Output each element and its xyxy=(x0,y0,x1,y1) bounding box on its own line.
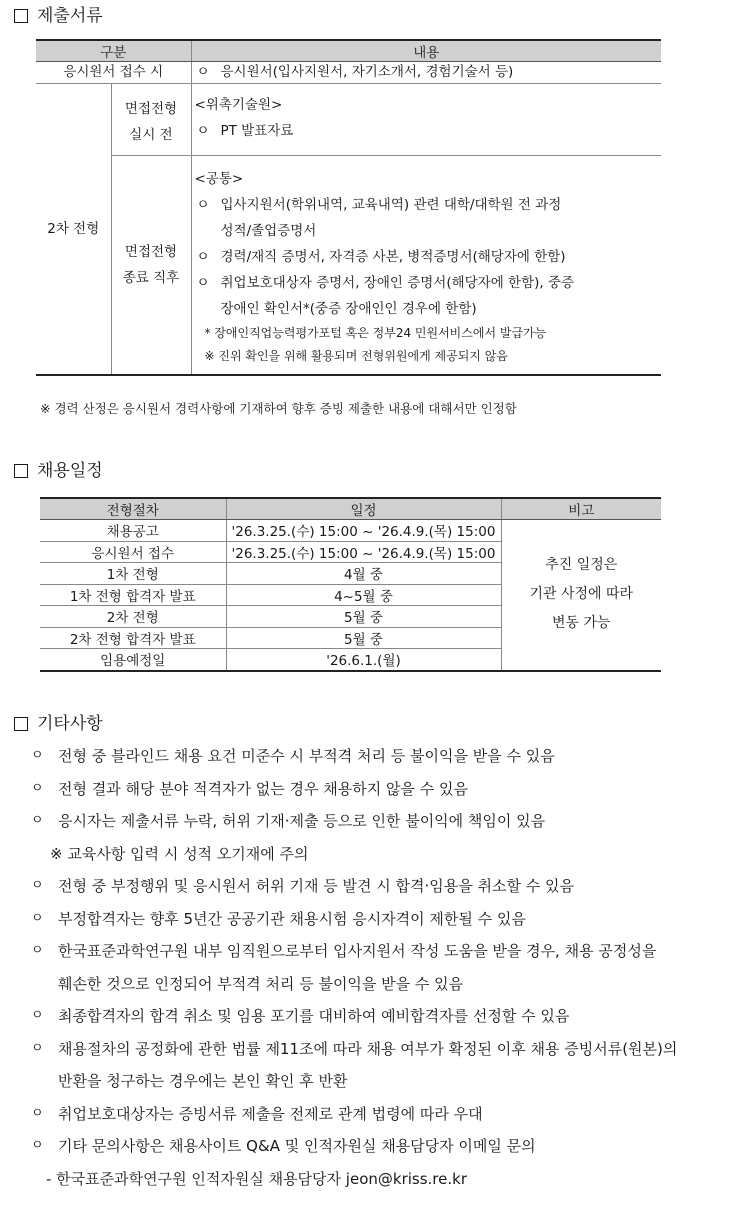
docs-post-item1-line2: 성적/졸업증명서 xyxy=(220,223,317,239)
etc-item-5: 부정합격자는 향후 5년간 공공기관 채용시험 응시자격이 제한될 수 있음 xyxy=(58,909,526,928)
etc-item-4: 전형 중 부정행위 및 응시원서 허위 기재 등 발견 시 합격·임용을 취소할 수 있음 xyxy=(58,877,574,895)
schedule-step: 채용공고 xyxy=(40,520,226,542)
etc-item-3: 응시자는 제출서류 누락, 허위 기재·제출 등으로 인한 불이익에 책임이 있음 xyxy=(58,812,546,830)
bullet: ㅇ xyxy=(31,878,44,893)
docs-post-label xyxy=(111,156,191,376)
etc-item-2: 전형 결과 해당 분야 적격자가 없는 경우 채용하지 않을 수 있음 xyxy=(58,779,468,798)
docs-pre-item: PT 발표자료 xyxy=(220,122,294,139)
docs-post-note2: ※ 진위 확인을 위해 활용되며 전형위원에게 제공되지 않음 xyxy=(204,349,508,363)
schedule-step: 1차 전형 xyxy=(40,563,226,585)
schedule-date: '26.3.25.(수) 15:00 ~ '26.4.9.(목) 15:00 xyxy=(226,541,501,563)
list-item xyxy=(28,773,740,806)
schedule-date: 4~5월 중 xyxy=(226,584,501,606)
bullet: ㅇ xyxy=(31,1008,44,1023)
schedule-header-date: 일정 xyxy=(226,498,501,520)
bullet: ㅇ xyxy=(31,813,44,828)
schedule-step: 1차 전형 합격자 발표 xyxy=(40,584,226,606)
checkbox-square-icon xyxy=(14,717,28,731)
docs-post-label-line2: 종료 직후 xyxy=(122,270,180,286)
etc-item-8-line1: 채용절차의 공정화에 관한 법률 제11조에 따라 채용 여부가 확정된 이후 채용 증빙서류(원본)의 xyxy=(58,1039,678,1058)
list-item xyxy=(28,805,740,838)
schedule-note-line3: 변동 가능 xyxy=(551,615,611,632)
checkbox-square-icon xyxy=(14,9,28,23)
table-row xyxy=(40,520,661,542)
docs-row1-content xyxy=(191,62,661,84)
docs-row1-text: 응시원서(입사지원서, 자기소개서, 경험기술서 등) xyxy=(220,64,514,80)
docs-pre-label-line2: 실시 전 xyxy=(129,126,173,143)
schedule-note-line2: 기관 사정에 따라 xyxy=(529,586,634,603)
docs-footnote: ※ 경력 산정은 응시원서 경력사항에 기재하여 향후 증빙 제출한 내용에 대해서만 인정함 xyxy=(40,401,517,416)
bullet: ㅇ xyxy=(31,1040,44,1056)
table-row xyxy=(36,62,661,84)
list-item xyxy=(28,1033,740,1098)
docs-post-content xyxy=(191,156,661,376)
schedule-date: 5월 중 xyxy=(226,606,501,628)
section-title-docs-text: 제출서류 xyxy=(37,6,103,26)
schedule-header-note: 비고 xyxy=(501,498,661,520)
etc-item-10: 기타 문의사항은 채용사이트 Q&A 및 인적자원실 채용담당자 이메일 문의 xyxy=(58,1137,536,1155)
bullet: ㅇ xyxy=(31,748,44,763)
etc-item-6-line2: 훼손한 것으로 인정되어 부적격 처리 등 불이익을 받을 수 있음 xyxy=(58,974,464,993)
docs-post-item3-line1: 취업보호대상자 증명서, 장애인 증명서(해당자에 한함), 중증 xyxy=(220,275,575,291)
etc-item-9: 취업보호대상자는 증빙서류 제출을 전제로 관계 법령에 따라 우대 xyxy=(58,1104,483,1123)
section-title-etc-text: 기타사항 xyxy=(37,714,103,734)
schedule-table xyxy=(40,497,661,672)
schedule-header-step: 전형절차 xyxy=(40,498,226,520)
schedule-date: '26.6.1.(월) xyxy=(226,649,501,671)
docs-post-label-line1: 면접전형 xyxy=(124,244,178,260)
schedule-step: 2차 전형 합격자 발표 xyxy=(40,627,226,649)
schedule-date: 5월 중 xyxy=(226,627,501,649)
bullet: ㅇ xyxy=(196,249,210,265)
section-title-etc xyxy=(14,713,103,735)
etc-item-8-line2: 반환을 청구하는 경우에는 본인 확인 후 반환 xyxy=(58,1072,348,1090)
docs-post-item1-line1: 입사지원서(학위내역, 교육내역) 관련 대학/대학원 전 과정 xyxy=(220,197,562,213)
table-row xyxy=(36,84,661,156)
docs-pre-group: <위촉기술원> xyxy=(194,96,283,113)
list-item xyxy=(195,270,662,322)
schedule-note-line1: 추진 일정은 xyxy=(545,557,618,574)
etc-item-1: 전형 중 블라인드 채용 요건 미준수 시 부적격 처리 등 불이익을 받을 수 있음 xyxy=(58,747,555,765)
bullet: ㅇ xyxy=(196,64,210,80)
docs-pre-label-line1: 면접전형 xyxy=(124,100,178,117)
schedule-note xyxy=(501,520,661,671)
docs-header-content: 내용 xyxy=(191,40,661,62)
docs-table xyxy=(36,39,661,376)
section-title-docs xyxy=(14,5,103,27)
list-item xyxy=(28,935,740,1000)
bullet: ㅇ xyxy=(31,943,44,958)
section-title-schedule-text: 채용일정 xyxy=(37,461,103,481)
etc-item-6-line1: 한국표준과학연구원 내부 임직원으로부터 입사지원서 작성 도움을 받을 경우, 채용 공정성을 xyxy=(58,942,657,960)
bullet: ㅇ xyxy=(31,780,44,796)
checkbox-square-icon xyxy=(14,464,28,478)
list-item xyxy=(195,244,662,270)
list-item xyxy=(28,1000,740,1033)
schedule-step: 응시원서 접수 xyxy=(40,541,226,563)
docs-post-group: <공통> xyxy=(194,171,244,187)
list-item xyxy=(28,903,740,936)
docs-row1-label: 응시원서 접수 시 xyxy=(36,62,191,84)
bullet: ㅇ xyxy=(31,1138,44,1153)
list-item xyxy=(28,1130,740,1163)
bullet: ㅇ xyxy=(31,1105,44,1121)
schedule-date: '26.3.25.(수) 15:00 ~ '26.4.9.(목) 15:00 xyxy=(226,520,501,542)
docs-post-item2-line1: 경력/재직 증명서, 자격증 사본, 병적증명서(해당자에 한함) xyxy=(220,249,566,265)
bullet: ㅇ xyxy=(196,197,210,213)
bullet: ㅇ xyxy=(31,910,44,926)
schedule-table-header xyxy=(40,498,661,520)
list-item xyxy=(28,870,740,903)
section-title-schedule xyxy=(14,460,103,482)
etc-contact: - 한국표준과학연구원 인적자원실 채용담당자 jeon@kriss.re.kr xyxy=(46,1169,467,1188)
etc-list xyxy=(28,740,740,1195)
docs-pre-content xyxy=(191,84,661,156)
bullet: ㅇ xyxy=(196,275,210,291)
bullet: ㅇ xyxy=(196,122,210,139)
schedule-step: 2차 전형 xyxy=(40,606,226,628)
schedule-date: 4월 중 xyxy=(226,563,501,585)
list-item xyxy=(195,192,662,244)
docs-stage2-label: 2차 전형 xyxy=(36,84,111,376)
table-row xyxy=(36,156,661,376)
list-item xyxy=(28,1098,740,1131)
docs-table-header xyxy=(36,40,661,62)
etc-item-3-sub: ※ 교육사항 입력 시 성적 오기재에 주의 xyxy=(50,844,309,863)
docs-post-note1: * 장애인직업능력평가포털 혹은 정부24 민원서비스에서 발급가능 xyxy=(204,326,547,340)
docs-header-category: 구분 xyxy=(36,40,191,62)
docs-post-item3-line2: 장애인 확인서*(중증 장애인인 경우에 한함) xyxy=(220,301,477,317)
list-item xyxy=(28,740,740,773)
etc-item-7: 최종합격자의 합격 취소 및 임용 포기를 대비하여 예비합격자를 선정할 수 있음 xyxy=(58,1007,570,1025)
schedule-step: 임용예정일 xyxy=(40,649,226,671)
docs-pre-label xyxy=(111,84,191,156)
